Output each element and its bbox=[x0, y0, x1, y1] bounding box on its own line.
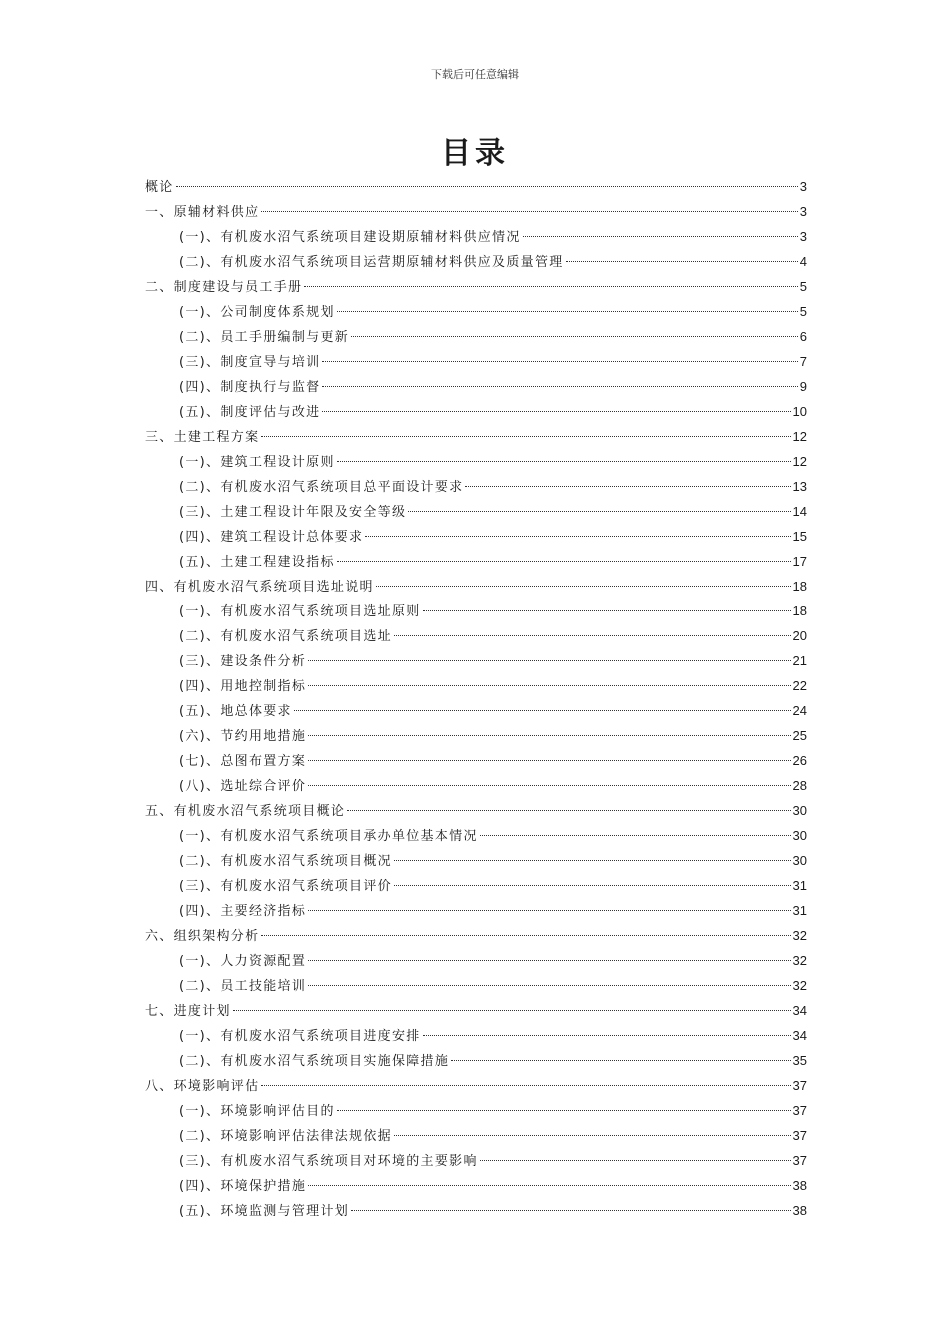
toc-entry-title: (二)、有机废水沼气系统项目选址 bbox=[179, 629, 392, 645]
toc-entry-title: (二)、有机废水沼气系统项目总平面设计要求 bbox=[179, 479, 464, 495]
toc-page-number: 20 bbox=[792, 628, 807, 644]
toc-section-entry[interactable] bbox=[145, 400, 807, 425]
toc-chapter-entry[interactable] bbox=[145, 799, 807, 824]
toc-section-entry[interactable] bbox=[145, 699, 807, 724]
toc-dot-leader bbox=[308, 785, 790, 786]
toc-section-entry[interactable] bbox=[145, 500, 807, 525]
toc-dot-leader bbox=[308, 760, 790, 761]
toc-chapter-entry[interactable] bbox=[145, 275, 807, 300]
toc-dot-leader bbox=[480, 1160, 791, 1161]
page-header-note: 下载后可任意编辑 bbox=[431, 68, 519, 81]
toc-entry-title: (一)、有机废水沼气系统项目选址原则 bbox=[179, 604, 421, 620]
toc-dot-leader bbox=[308, 910, 790, 911]
toc-section-entry[interactable] bbox=[145, 350, 807, 375]
toc-entry-title: 四、有机废水沼气系统项目选址说明 bbox=[145, 579, 374, 595]
toc-dot-leader bbox=[304, 286, 797, 287]
toc-dot-leader bbox=[322, 386, 797, 387]
toc-entry-title: 概论 bbox=[145, 180, 174, 195]
toc-dot-leader bbox=[261, 1085, 790, 1086]
toc-dot-leader bbox=[365, 536, 790, 537]
toc-page-number: 4 bbox=[799, 253, 807, 269]
toc-entry-title: (一)、环境影响评估目的 bbox=[179, 1103, 335, 1119]
toc-page-number: 32 bbox=[792, 953, 807, 969]
toc-section-entry[interactable] bbox=[145, 1099, 807, 1124]
toc-page-number: 30 bbox=[792, 803, 807, 819]
toc-chapter-entry[interactable] bbox=[145, 175, 807, 200]
toc-section-entry[interactable] bbox=[145, 899, 807, 924]
toc-entry-title: (三)、建设条件分析 bbox=[179, 654, 307, 670]
toc-dot-leader bbox=[394, 1135, 791, 1136]
toc-chapter-entry[interactable] bbox=[145, 999, 807, 1024]
toc-page-number: 32 bbox=[792, 928, 807, 944]
toc-dot-leader bbox=[337, 311, 798, 312]
toc-section-entry[interactable] bbox=[145, 300, 807, 325]
toc-entry-title: (三)、制度宣导与培训 bbox=[179, 354, 321, 370]
toc-dot-leader bbox=[322, 361, 797, 362]
toc-section-entry[interactable] bbox=[145, 599, 807, 624]
toc-page-number: 3 bbox=[799, 228, 807, 244]
toc-section-entry[interactable] bbox=[145, 250, 807, 275]
toc-page-number: 38 bbox=[792, 1202, 807, 1218]
toc-section-entry[interactable] bbox=[145, 749, 807, 774]
toc-page-number: 10 bbox=[792, 403, 807, 419]
toc-entry-title: 七、进度计划 bbox=[145, 1003, 231, 1019]
toc-dot-leader bbox=[308, 660, 790, 661]
toc-entry-title: (二)、环境影响评估法律法规依据 bbox=[179, 1128, 392, 1144]
toc-page-number: 12 bbox=[792, 453, 807, 469]
toc-page-number: 7 bbox=[799, 353, 807, 369]
toc-entry-title: (二)、有机废水沼气系统项目运营期原辅材料供应及质量管理 bbox=[179, 254, 564, 270]
toc-section-entry[interactable] bbox=[145, 450, 807, 475]
toc-chapter-entry[interactable] bbox=[145, 200, 807, 225]
toc-section-entry[interactable] bbox=[145, 475, 807, 500]
toc-page-number: 37 bbox=[792, 1077, 807, 1093]
toc-page-number: 32 bbox=[792, 978, 807, 993]
toc-dot-leader bbox=[308, 1185, 790, 1186]
toc-section-entry[interactable] bbox=[145, 724, 807, 749]
toc-entry-title: (二)、有机废水沼气系统项目概况 bbox=[179, 854, 392, 870]
toc-dot-leader bbox=[261, 211, 797, 212]
page-title: 目录 bbox=[441, 136, 509, 171]
toc-entry-title: (二)、员工技能培训 bbox=[179, 979, 307, 994]
toc-entry-title: (五)、环境监测与管理计划 bbox=[179, 1203, 350, 1219]
toc-page-number: 12 bbox=[792, 428, 807, 444]
toc-entry-title: 八、环境影响评估 bbox=[145, 1078, 260, 1094]
toc-dot-leader bbox=[261, 935, 790, 936]
toc-page-number: 30 bbox=[792, 828, 807, 844]
toc-entry-title: (五)、制度评估与改进 bbox=[179, 404, 321, 420]
toc-section-entry[interactable] bbox=[145, 774, 807, 799]
toc-entry-title: (四)、制度执行与监督 bbox=[179, 379, 321, 395]
toc-page-number: 37 bbox=[792, 1152, 807, 1168]
toc-page-number: 6 bbox=[799, 328, 807, 344]
toc-section-entry[interactable] bbox=[145, 624, 807, 649]
toc-page-number: 9 bbox=[799, 378, 807, 394]
toc-page-number: 25 bbox=[792, 728, 807, 744]
toc-dot-leader bbox=[566, 261, 798, 262]
toc-entry-title: (四)、用地控制指标 bbox=[179, 679, 307, 695]
toc-dot-leader bbox=[376, 586, 791, 587]
toc-dot-leader bbox=[351, 1210, 790, 1211]
toc-section-entry[interactable] bbox=[145, 1124, 807, 1149]
toc-dot-leader bbox=[465, 486, 790, 487]
toc-dot-leader bbox=[394, 860, 791, 861]
toc-section-entry[interactable] bbox=[145, 1174, 807, 1199]
toc-section-entry[interactable] bbox=[145, 949, 807, 974]
toc-dot-leader bbox=[294, 710, 791, 711]
toc-dot-leader bbox=[322, 411, 790, 412]
toc-page-number: 15 bbox=[792, 528, 807, 544]
toc-section-entry[interactable] bbox=[145, 225, 807, 250]
toc-dot-leader bbox=[423, 610, 791, 611]
toc-page-number: 5 bbox=[799, 303, 807, 319]
toc-entry-title: (四)、建筑工程设计总体要求 bbox=[179, 529, 364, 545]
toc-dot-leader bbox=[347, 810, 790, 811]
toc-dot-leader bbox=[308, 960, 790, 961]
toc-page-number: 37 bbox=[792, 1102, 807, 1118]
toc-entry-title: (五)、地总体要求 bbox=[179, 704, 292, 720]
toc-page-number: 30 bbox=[792, 853, 807, 869]
toc-dot-leader bbox=[451, 1060, 790, 1061]
toc-page-number: 18 bbox=[792, 578, 807, 594]
toc-section-entry[interactable] bbox=[145, 1199, 807, 1224]
toc-section-entry[interactable] bbox=[145, 674, 807, 699]
toc-page-number: 31 bbox=[792, 878, 807, 894]
toc-section-entry[interactable] bbox=[145, 550, 807, 575]
table-of-contents bbox=[145, 175, 807, 1224]
toc-page-number: 3 bbox=[799, 203, 807, 219]
toc-entry-title: (八)、选址综合评价 bbox=[179, 779, 307, 795]
toc-page-number: 24 bbox=[792, 703, 807, 719]
toc-entry-title: (一)、建筑工程设计原则 bbox=[179, 454, 335, 470]
toc-entry-title: (七)、总图布置方案 bbox=[179, 754, 307, 770]
toc-entry-title: (四)、环境保护措施 bbox=[179, 1178, 307, 1194]
toc-dot-leader bbox=[423, 1035, 791, 1036]
toc-entry-title: 五、有机废水沼气系统项目概论 bbox=[145, 804, 346, 820]
toc-entry-title: 二、制度建设与员工手册 bbox=[145, 279, 303, 295]
toc-page-number: 28 bbox=[792, 778, 807, 794]
toc-dot-leader bbox=[337, 561, 791, 562]
toc-dot-leader bbox=[480, 835, 791, 836]
toc-page-number: 34 bbox=[792, 1027, 807, 1043]
toc-page-number: 31 bbox=[792, 903, 807, 919]
toc-entry-title: (三)、土建工程设计年限及安全等级 bbox=[179, 504, 407, 520]
toc-page-number: 38 bbox=[792, 1177, 807, 1193]
toc-entry-title: (一)、人力资源配置 bbox=[179, 954, 307, 970]
toc-page-number: 13 bbox=[792, 478, 807, 494]
toc-dot-leader bbox=[261, 436, 790, 437]
toc-section-entry[interactable] bbox=[145, 1024, 807, 1049]
toc-page-number: 21 bbox=[792, 653, 807, 669]
toc-page-number: 22 bbox=[792, 678, 807, 694]
toc-section-entry[interactable] bbox=[145, 849, 807, 874]
toc-entry-title: (一)、有机废水沼气系统项目承办单位基本情况 bbox=[179, 829, 478, 845]
toc-page-number: 3 bbox=[799, 179, 807, 194]
toc-entry-title: (二)、员工手册编制与更新 bbox=[179, 329, 350, 345]
toc-section-entry[interactable] bbox=[145, 874, 807, 899]
toc-entry-title: (一)、有机废水沼气系统项目建设期原辅材料供应情况 bbox=[179, 229, 521, 245]
toc-section-entry[interactable] bbox=[145, 325, 807, 350]
toc-section-entry[interactable] bbox=[145, 649, 807, 674]
toc-page-number: 14 bbox=[792, 503, 807, 519]
toc-page-number: 5 bbox=[799, 278, 807, 294]
toc-entry-title: 三、土建工程方案 bbox=[145, 429, 260, 445]
toc-dot-leader bbox=[523, 236, 798, 237]
toc-section-entry[interactable] bbox=[145, 824, 807, 849]
toc-chapter-entry[interactable] bbox=[145, 425, 807, 450]
toc-entry-title: (五)、土建工程建设指标 bbox=[179, 554, 335, 570]
toc-dot-leader bbox=[176, 186, 798, 187]
toc-section-entry[interactable] bbox=[145, 1049, 807, 1074]
toc-entry-title: (三)、有机废水沼气系统项目评价 bbox=[179, 879, 392, 895]
toc-chapter-entry[interactable] bbox=[145, 1074, 807, 1099]
toc-dot-leader bbox=[394, 635, 791, 636]
toc-section-entry[interactable] bbox=[145, 1149, 807, 1174]
toc-page-number: 18 bbox=[792, 603, 807, 619]
toc-dot-leader bbox=[337, 461, 791, 462]
toc-dot-leader bbox=[394, 885, 791, 886]
toc-dot-leader bbox=[337, 1110, 791, 1111]
toc-page-number: 17 bbox=[792, 553, 807, 569]
toc-entry-title: (二)、有机废水沼气系统项目实施保障措施 bbox=[179, 1053, 450, 1069]
toc-page-number: 34 bbox=[792, 1002, 807, 1018]
toc-chapter-entry[interactable] bbox=[145, 575, 807, 600]
toc-page-number: 35 bbox=[792, 1052, 807, 1068]
toc-dot-leader bbox=[308, 685, 790, 686]
toc-entry-title: 一、原辅材料供应 bbox=[145, 204, 260, 220]
toc-dot-leader bbox=[308, 735, 790, 736]
toc-entry-title: (一)、公司制度体系规划 bbox=[179, 304, 335, 320]
toc-section-entry[interactable] bbox=[145, 525, 807, 550]
toc-dot-leader bbox=[408, 511, 790, 512]
toc-dot-leader bbox=[233, 1010, 791, 1011]
toc-entry-title: (一)、有机废水沼气系统项目进度安排 bbox=[179, 1028, 421, 1044]
toc-entry-title: (三)、有机废水沼气系统项目对环境的主要影响 bbox=[179, 1153, 478, 1169]
toc-page-number: 37 bbox=[792, 1127, 807, 1143]
toc-chapter-entry[interactable] bbox=[145, 924, 807, 949]
toc-entry-title: 六、组织架构分析 bbox=[145, 929, 260, 945]
toc-dot-leader bbox=[308, 985, 790, 986]
toc-section-entry[interactable] bbox=[145, 375, 807, 400]
toc-dot-leader bbox=[351, 336, 798, 337]
toc-page-number: 26 bbox=[792, 753, 807, 769]
toc-section-entry[interactable] bbox=[145, 974, 807, 999]
toc-entry-title: (六)、节约用地措施 bbox=[179, 729, 307, 745]
toc-entry-title: (四)、主要经济指标 bbox=[179, 904, 307, 920]
